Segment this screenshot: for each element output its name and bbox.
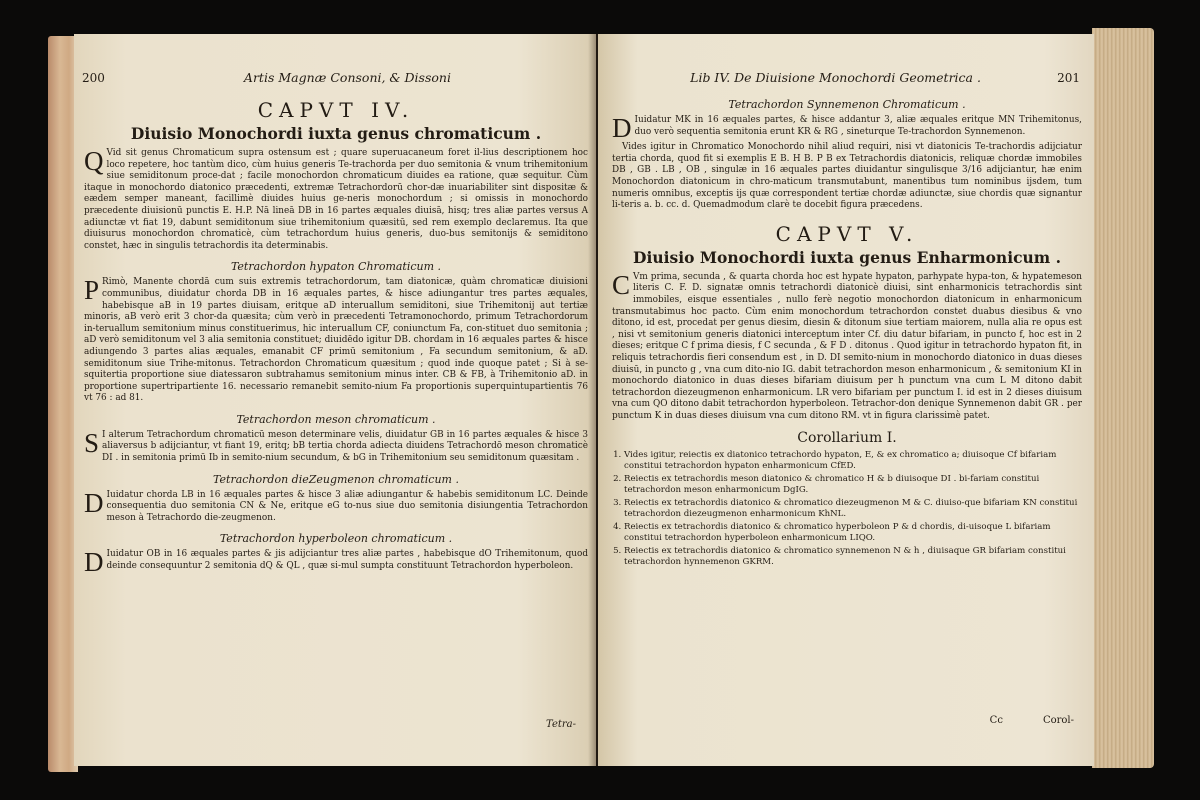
intro-paragraph xyxy=(84,148,588,252)
section-heading-hypaton: Tetrachordon hypaton Chromaticum . xyxy=(230,260,442,274)
corollarium-item: 3. Reiectis ex tetrachordis diatonico & chromatico diezeugmenon M & C. diuiso-que bifariam KN constitui tetrachordon diezeugmenon enharmonicum KhNL. xyxy=(624,498,1082,520)
dropcap-p: P xyxy=(84,275,100,306)
section-text-diezeugmenon: Iuidatur chorda LB in 16 æquales partes & hisce 3 aliæ adiungantur & habebis semiditonum LC. Deinde consequentia duo semitonia CN & Ne, eritque eG to-nus siue duo semitonia disiungentia Tetrachordon meson à Tetrachordo die-zeugmenon. xyxy=(106,489,588,523)
right-page xyxy=(598,34,1094,766)
right-page-content xyxy=(612,98,1082,570)
left-running-title: Artis Magnæ Consoni, & Dissoni xyxy=(243,70,451,85)
dropcap-d: D xyxy=(84,487,104,518)
corollarium-item: 1. Vides igitur, reiectis ex diatonico tetrachordo hypaton, E, & ex chromatico a; diuisoque Cf bifariam constitui tetrachordon hypaton enharmonicum CfED. xyxy=(624,450,1082,472)
section-text-hyperboleon: Iuidatur OB in 16 æquales partes & jis adijciantur tres aliæ partes , habebisque dO Trihemitonum, quod deinde consequuntur 2 semitonia dQ & QL , quæ si-mul sumpta constituunt Tetrachordon hyperboleon. xyxy=(106,549,588,572)
intro-text: Vid sit genus Chromaticum supra ostensum est ; quare superuacaneum foret il-lius descriptionem hoc loco repetere, hoc tantùm dico, cùm huius generis Te-trachorda per duo semitonia & vnum trihemitonium siue semiditonum proce-dat ; facile monochordon chromaticum diuides ea ratione, quæ sequitur. Cùm itaque in monochordo diatonico præcedenti, extremæ Tetrachordorū chor-dæ inuariabiliter sint dispositæ & eædem semper maneant, facillimè diuides huius ge-neris monochordum ; si omissis in monochordo præcedente diuisionū punctis E. H.P. Nā lineā DB in 16 partes æquales diuisā, hisq; tres aliæ partes versus A adiunctæ vt fiat 19, dabunt semiditonum siue trihemitonium quæsitū, sed rem exemplo declaremus. Ita que diuisurus monochordon chromaticè, cùm tetrachordum huius generis, duo-bus semitonijs & semiditono constet, hæc in singulis tetrachordis ita determinabis. xyxy=(84,148,588,251)
chapter-heading-v: CAPVT V. xyxy=(775,221,919,246)
section-paragraph-hyperboleon xyxy=(84,547,588,578)
dropcap-s: S xyxy=(84,427,100,458)
section-heading-diezeugmenon: Tetrachordon dieZeugmenon chromaticum . xyxy=(213,472,459,486)
right-footer xyxy=(990,715,1074,726)
synnemenon-paragraph-2: Vides igitur in Chromatico Monochordo nihil aliud requiri, nisi vt diatonicis Te-trachordis adijciatur tertia chorda, quod fit si exemplis E B. H B. P B ex Tetrachordis diatonicis, reliquæ chordæ immobiles DB , GB . LB , OB , singulæ in 16 æquales partes diuidantur singulisque 3/16 adijciantur, hæ enim Monochordon diatonicum in chro-maticum transmutabunt, manentibus tum nominibus ijsdem, tum numeris omnibus, exceptis ijs quæ correspondent tertiæ chordæ adiunctæ, siue chordis quæ signantur li-teris a. b. cc. d. Quemadmodum clarè te docebit figura præcedens. xyxy=(612,142,1082,211)
section-heading-meson: Tetrachordon meson chromaticum . xyxy=(236,412,436,426)
corollarium-list xyxy=(612,450,1082,568)
section-heading-synnemenon: Tetrachordon Synnemenon Chromaticum . xyxy=(728,98,966,111)
right-running-title: Lib IV. De Diuisione Monochordi Geometrica . xyxy=(690,70,981,85)
open-book xyxy=(48,26,1154,774)
right-page-number: 201 xyxy=(1057,71,1080,85)
corollarium-item: 5. Reiectis ex tetrachordis diatonico & chromatico synnemenon N & h , diuisaque GR bifariam constitui tetrachordon hynnemenon GKRM. xyxy=(624,546,1082,568)
corollarium-item: 4. Reiectis ex tetrachordis diatonico & chromatico hyperboleon P & d chordis, di-uisoque L bifariam constitui tetrachordon hyperboleon enharmonicum LIQO. xyxy=(624,522,1082,544)
dropcap-q: Q xyxy=(84,146,104,176)
left-page xyxy=(74,34,596,766)
synnemenon-text: Iuidatur MK in 16 æquales partes, & hisce addantur 3, aliæ æquales eritque MN Trihemitonus, duo verò sequentia semitonia erunt KR & RG , sineturque Te-trachordon Synnemenon. xyxy=(634,115,1082,137)
left-running-head xyxy=(82,70,590,85)
section-heading-hyperboleon: Tetrachordon hyperboleon chromaticum . xyxy=(219,532,453,546)
corollarium-heading: Corollarium I. xyxy=(797,430,897,447)
corollarium-item: 2. Reiectis ex tetrachordis meson diatonico & chromatico H & b diuisoque DI . bi-fariam constitui tetrachordon meson enharmonicum DgIG. xyxy=(624,474,1082,496)
synnemenon-paragraph xyxy=(612,113,1082,143)
right-catchword: Corol- xyxy=(1042,715,1074,726)
dropcap-d-3: D xyxy=(612,113,632,143)
enharmonic-text: Vm prima, secunda , & quarta chorda hoc est hypate hypaton, parhypate hypa-ton, & hypatemeson literis C. F. D. signatæ omnis tetrachordi diatonicè diuisi, sint enharmonicis tetrachordis sint immobiles, eisque essentiales , nullo ferè negotio monochordon diatonicum in enharmonicum transmutabimus hoc pacto. Cùm enim monochordum tetrachordon constet duabus diesibus & vno ditono, id est, procedat per genus diesim, diesin & ditonum siue tertiam maiorem, nulla alia re opus est , nisi vt semitonium generis diatonici interceptum inter Cf. diu datur bifariam, in puncto f, hoc est in 2 dieses; eritque C f prima diesis, f C secunda , & F D . ditonus . Quod igitur in tetrachordo hypaton fit, in reliquis tetrachordis fieri consendum est , in D. DI semito-nium in monochordo diatonico in duas dieses diuisū, in puncto g , vna cum dito-nio IG. dabit tetrachordon meson enharmonicum , & semitonium KI in monochordo diatonico in duas dieses bifariam diuisum per h punctum vna cum L M ditono dabit tetrachordon diezeugmenon enharmonicum. LR vero bifariam per punctum I. id est in 2 dieses diuisum vna cum QO ditono dabit tetrachordon hyperboleon. Tetrachor-don denique Synnemenon dabit GR . per punctum K in duas dieses diuisum vna cum ditono RM. vt in figura clarissimè patet. xyxy=(612,271,1082,421)
right-running-head xyxy=(614,70,1080,85)
chapter-heading-iv: CAPVT IV. xyxy=(257,98,415,122)
enharmonic-paragraph xyxy=(612,269,1082,423)
chapter-title-enharmonic: Diuisio Monochordi iuxta genus Enharmonicum . xyxy=(633,247,1061,267)
section-paragraph-hypaton xyxy=(84,277,588,405)
signature-mark: Cc xyxy=(989,715,1003,726)
chapter-title-chromatic: Diuisio Monochordi iuxta genus chromaticum . xyxy=(130,124,542,143)
left-page-content xyxy=(84,98,588,577)
dropcap-c: C xyxy=(612,269,631,300)
dropcap-d-2: D xyxy=(84,547,104,578)
left-page-number: 200 xyxy=(82,71,105,85)
book-right-edge xyxy=(1092,28,1154,768)
section-text-meson: I alterum Tetrachordum chromaticū meson determinare velis, diuidatur GB in 16 partes æquales & hisce 3 aliaversus b adijciantur, vt fiant 19, eritq; bB tertia chorda adiecta diuidens Tetrachordō meson chromaticè DI . in semitonia primū Ib in semito-nium secundum, & bG in Trihemitonium seu semiditonum quæsitam . xyxy=(102,429,588,464)
section-paragraph-diezeugmenon xyxy=(84,487,588,525)
section-paragraph-meson xyxy=(84,427,588,465)
left-catchword: Tetra- xyxy=(546,719,576,730)
section-text-hypaton: Rimò, Manente chordā cum suis extremis tetrachordorum, tam diatonicæ, quàm chromaticæ diuisioni communibus, diuidatur chorda DB in 16 æquales partes, & hisce adiungantur tres partes æquales, habebisque aB in 19 partes diuisam, eritque aD interuallum semiditoni, siue Trihemitonij aut tertiæ minoris, aB verò erit 3 chor-da quæsita; cùm verò in præcedenti Tetramonochordo, primum Tetrachordorum in-teruallum semitonium minus constituerimus, hic interuallum CF, coniunctum Fa, con-stituet duo semitonia ; aD verò semiditonum vel 3 alia semitonia constituet; diuidēdo igitur DB. chordam in 16 æquales partes & hisce adiungendo 3 partes alias æquales, emanabit CF primū semitonium , Fa secundum semitonium, & aD. semiditonum siue Trihe-mitonus. Tetrachordon Chromaticum quæsitum ; quod inde quoque patet ; Si à se-squitertia proportione siue diatessaron subtrahamus semitonium minus inter. CB & FB, à Trihemitonio aD. in proportione supertripartiente 16. necessario remanebit semito-nium Fa proportionis superquintupartientis 76 vt 76 : ad 81. xyxy=(84,277,588,404)
